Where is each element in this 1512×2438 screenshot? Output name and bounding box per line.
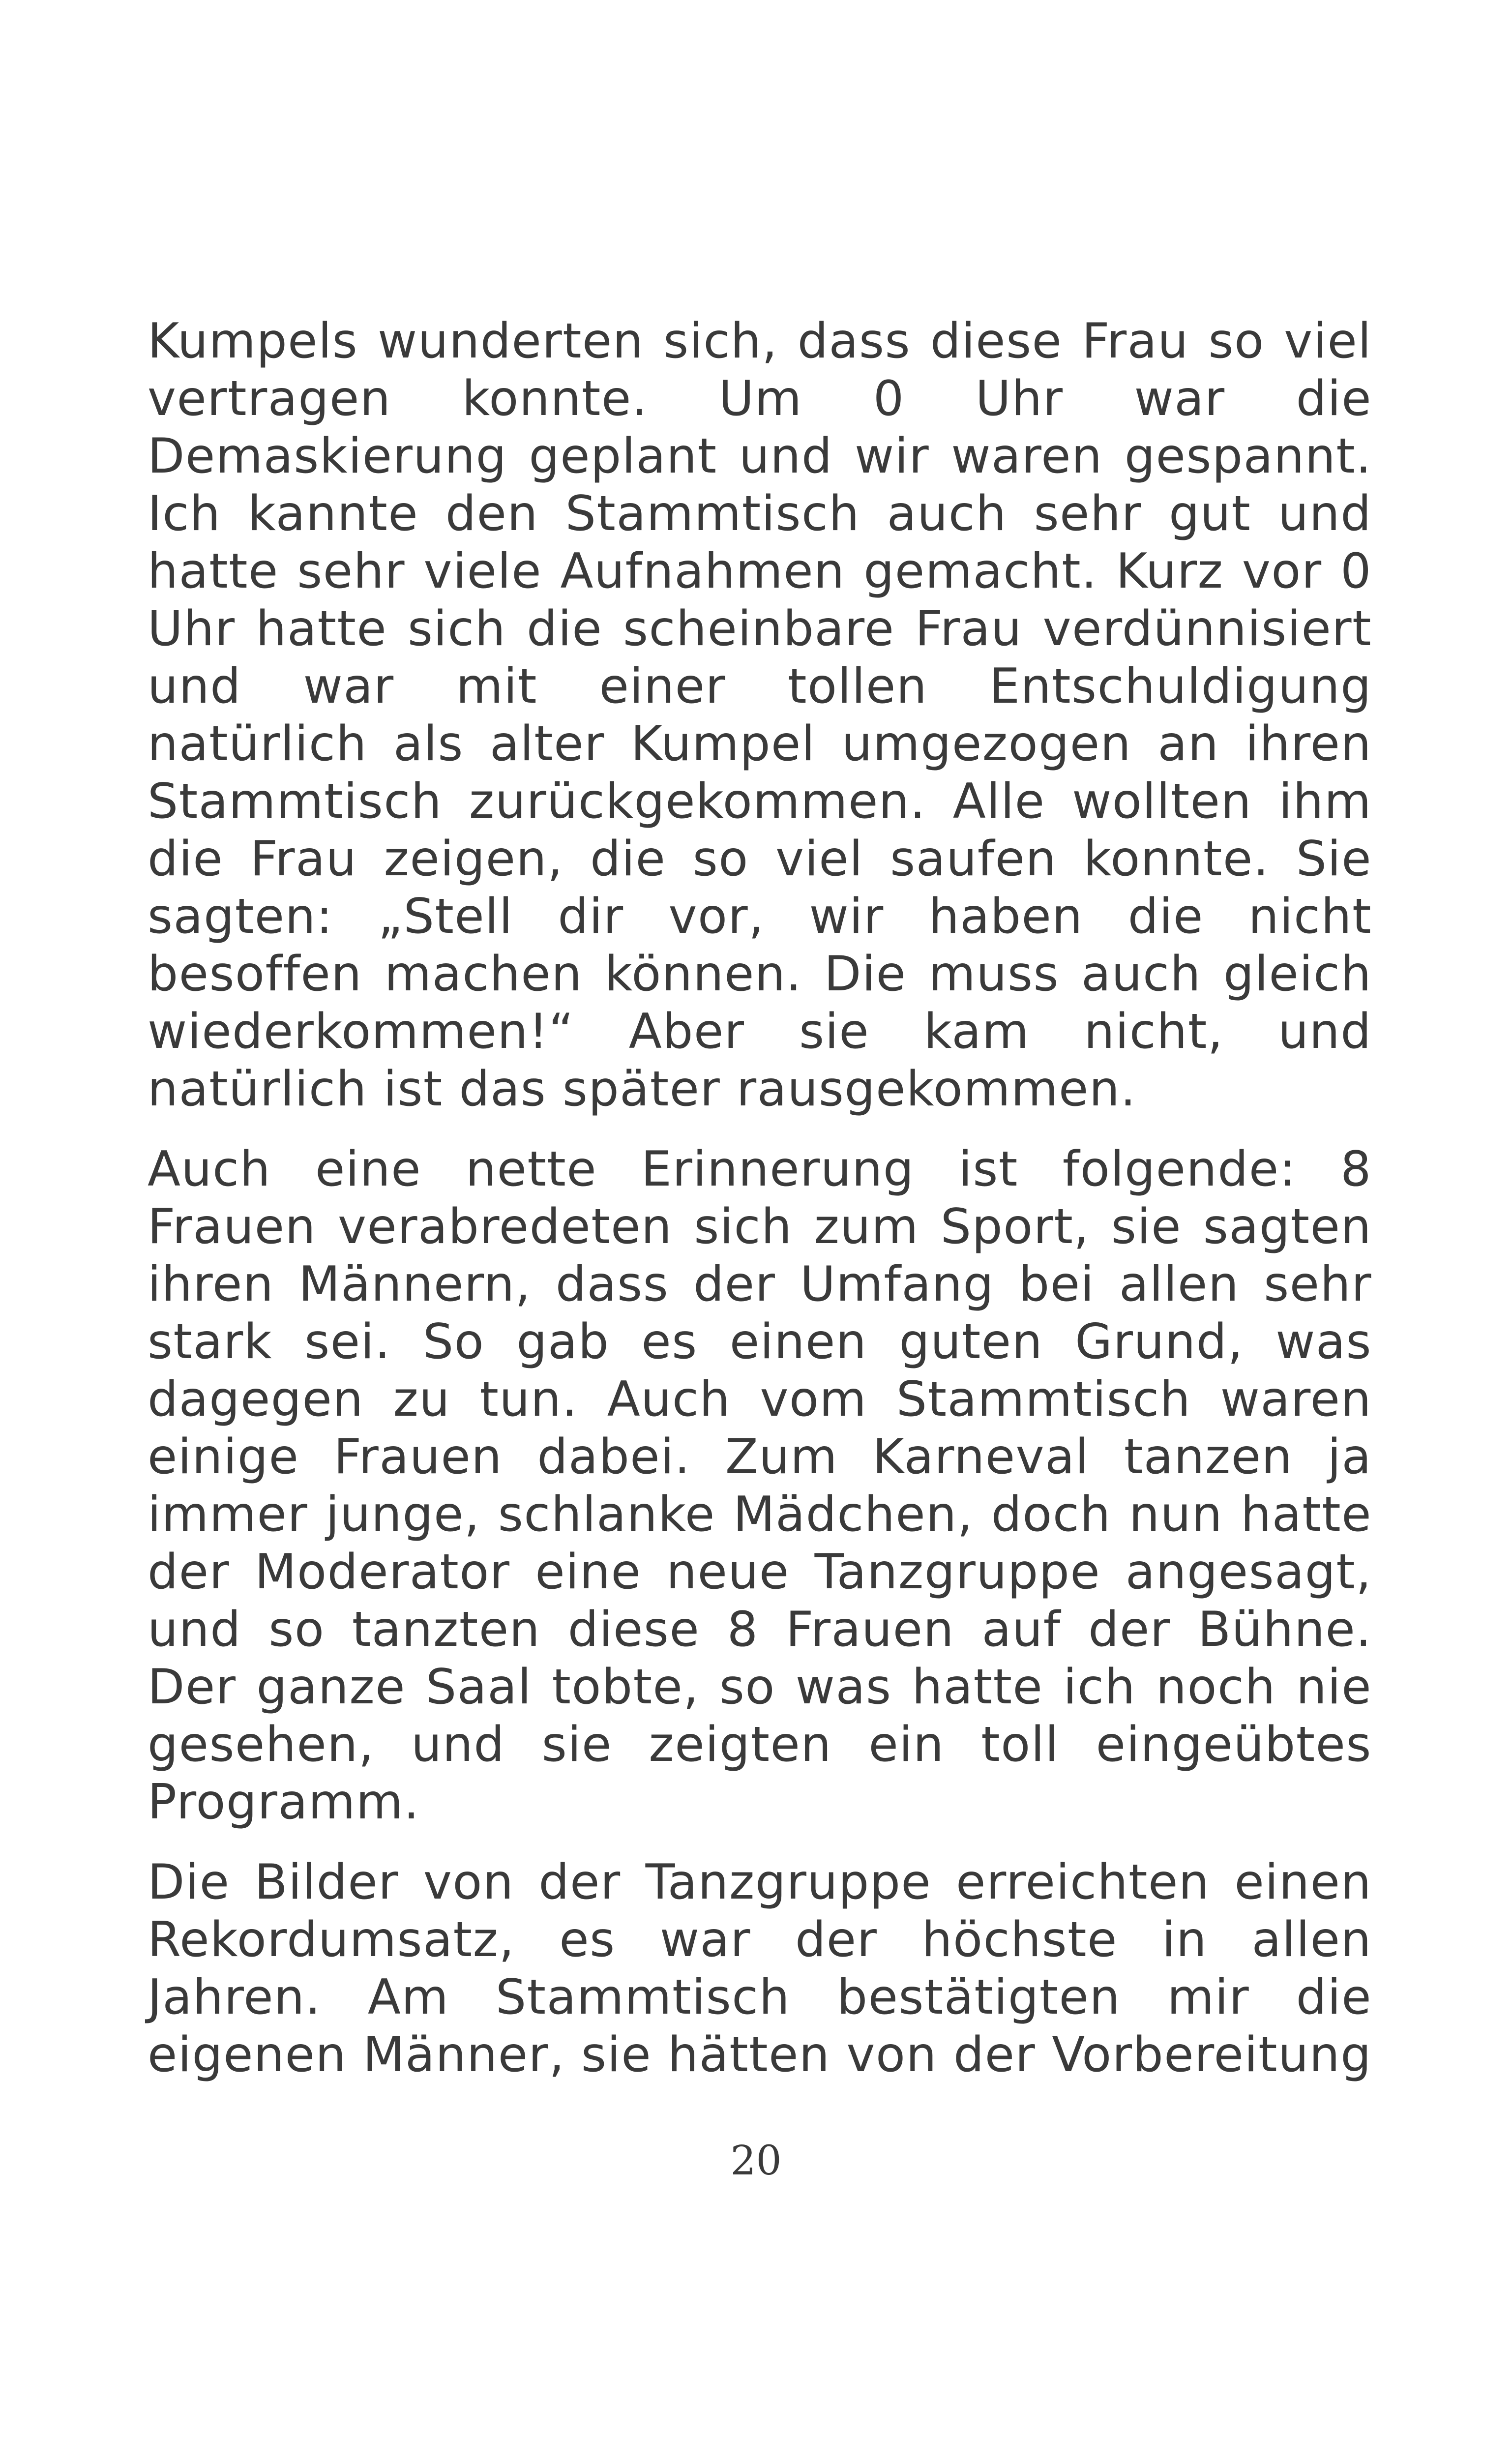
page-number: 20 (730, 2138, 782, 2184)
paragraph-1: Kumpels wunderten sich, dass diese Frau so viel vertragen konnte. Um 0 Uhr war die Demaskierung geplant und wir waren gespannt. Ich kannte den Stammtisch auch sehr gut und hatte sehr viele Aufnahmen gemacht. Kurz vor 0 Uhr hatte sich die scheinbare Frau verdünnisiert und war mit einer tollen Entschuldigung natürlich als alter Kumpel umgezogen an ihren Stammtisch zurückgekommen. Alle wollten ihm die Frau zeigen, die so viel saufen konnte. Sie sagten: „Stell dir vor, wir haben die nicht besoffen machen können. Die muss auch gleich wiederkommen!“ Aber sie kam nicht, und natürlich ist das später rausgekommen. (148, 313, 1372, 1117)
paragraph-3: Die Bilder von der Tanzgruppe erreichten einen Rekordumsatz, es war der höchste in allen Jahren. Am Stammtisch bestätigten mir die eigenen Männer, sie hätten von der Vorbereitung (148, 1854, 1372, 2083)
body-text (148, 313, 1372, 2107)
paragraph-2: Auch eine nette Erinnerung ist folgende: 8 Frauen verabredeten sich zum Sport, sie sagten ihren Männern, dass der Umfang bei allen sehr stark sei. So gab es einen guten Grund, was dagegen zu tun. Auch vom Stammtisch waren einige Frauen dabei. Zum Karneval tanzen ja immer junge, schlanke Mädchen, doch nun hatte der Moderator eine neue Tanzgruppe angesagt, und so tanzten diese 8 Frauen auf der Bühne. Der ganze Saal tobte, so was hatte ich noch nie gesehen, und sie zeigten ein toll eingeübtes Programm. (148, 1141, 1372, 1830)
